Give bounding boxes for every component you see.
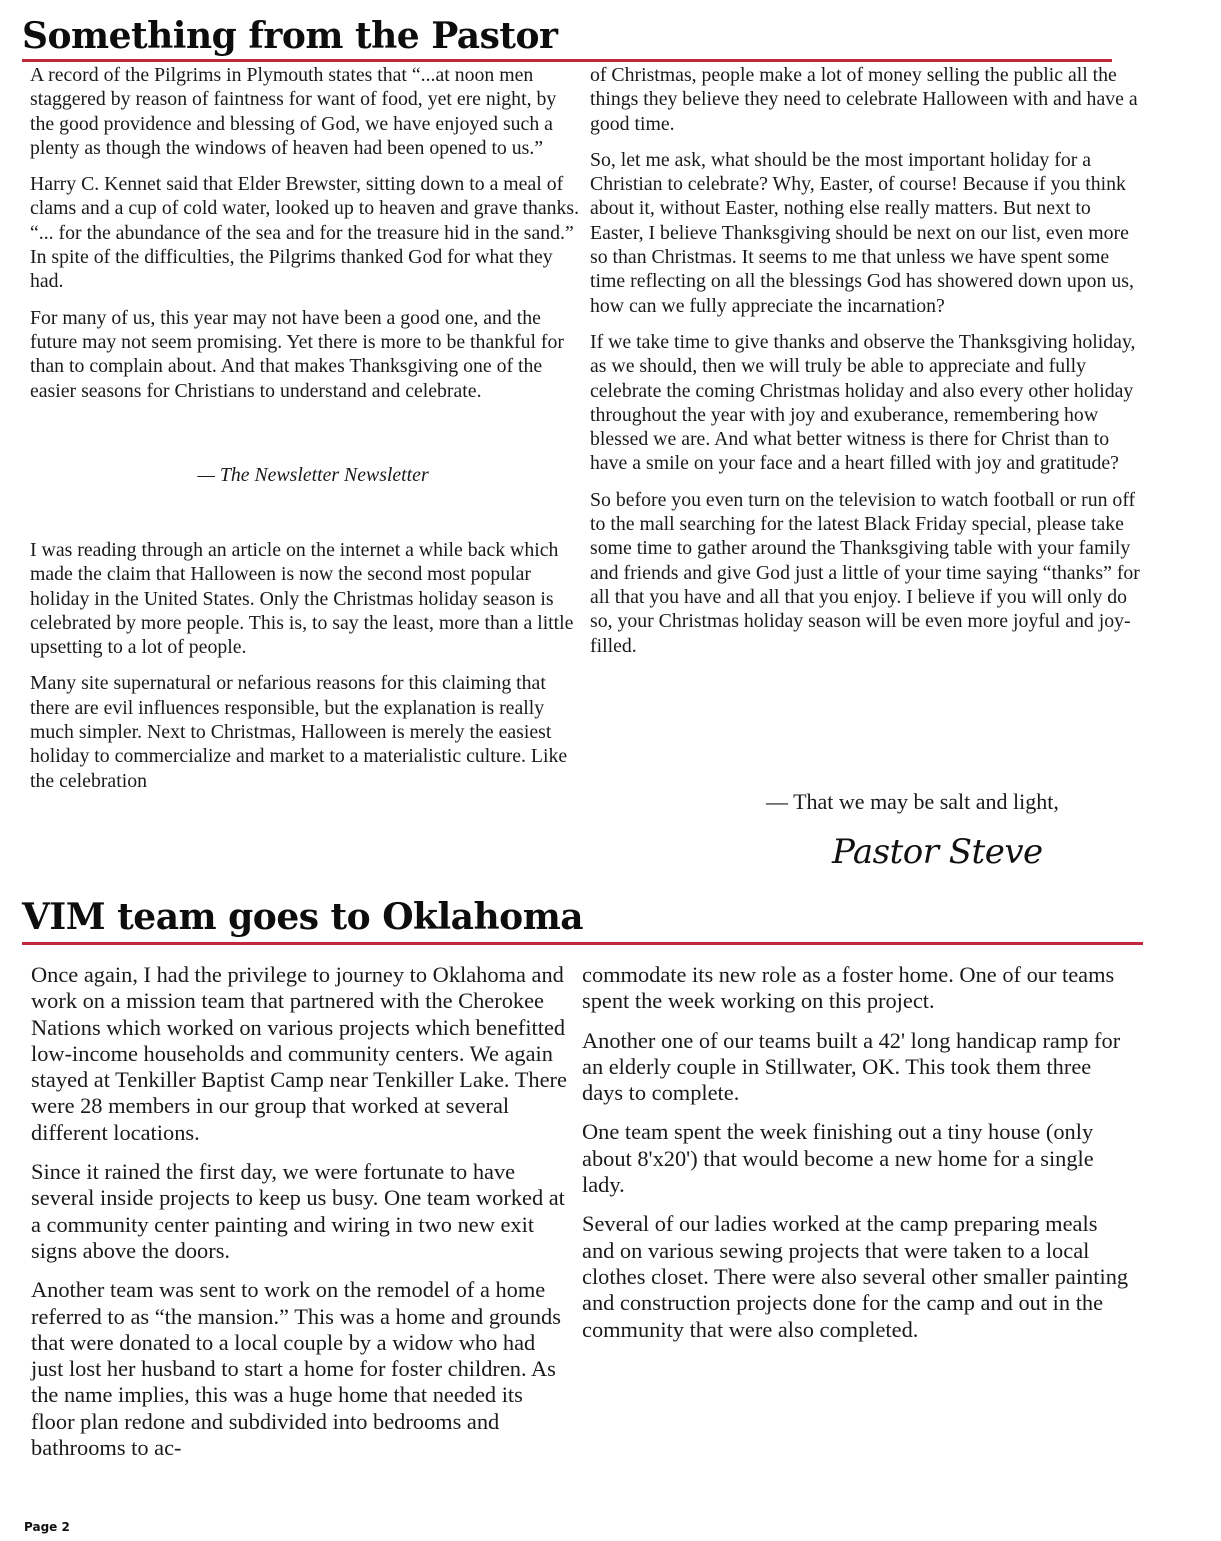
paragraph: of Christmas, people make a lot of money selling the public all the things they believe they need to celebrate Halloween with and have a good time. [590,64,1138,135]
closing-line: — That we may be salt and light, [766,789,1059,814]
paragraph: Once again, I had the privilege to journey to Oklahoma and work on a mission team that partnered with the Cherokee Nations which worked on various projects which benefitted low-income households and community centers. We again stayed at Tenkiller Baptist Camp near Tenkiller Lake. There were 28 members in our group that worked at several different locations. [31,962,567,1145]
pastor-column-left-top [30,63,580,415]
pastor-signature: Pastor Steve [832,832,1043,872]
paragraph: I was reading through an article on the internet a while back which made the claim that Halloween is now the second most popular holiday in the United States. Only the Christmas holiday season is celebrated by more people. This is, to say the least, more than a little upsetting to a lot of people. [30,539,574,659]
section-divider [22,942,1143,945]
paragraph: A record of the Pilgrims in Plymouth states that “...at noon men staggered by reason of faintness for want of food, yet ere night, by the good providence and blessing of God, we have enjoyed such a plenty as though the windows of heaven had been opened to us.” [30,64,557,159]
paragraph: Many site supernatural or nefarious reasons for this claiming that there are evil influences responsible, but the explanation is really much simpler. Next to Christmas, Halloween is merely the easiest holiday to commercialize and market to a materialistic culture. Like the celebration [30,672,568,792]
paragraph: Several of our ladies worked at the camp preparing meals and on various sewing projects that were taken to a local clothes closet. There were also several other smaller painting and construction projects done for the camp and out in the community that were also completed. [582,1211,1129,1342]
paragraph: Another one of our teams built a 42' long handicap ramp for an elderly couple in Stillwater, OK. This took them three days to complete. [582,1027,1121,1106]
pastor-column-left-bottom [30,538,580,805]
paragraph: Harry C. Kennet said that Elder Brewster, sitting down to a meal of clams and a cup of cold water, looked up to heaven and grave thanks. “... for the abundance of the sea and for the treasure hid in the sand.” In spite of the difficulties, the Pilgrims thanked God for what they had. [30,173,580,293]
paragraph: If we take time to give thanks and observe the Thanksgiving holiday, as we should, then we will truly be able to appreciate and fully celebrate the coming Christmas holiday and also every other holiday throughout the year with joy and exuberance, remembering how blessed we are. And what better witness is there for Christ than to have a smile on your face and a heart filled with joy and gratitude? [590,330,1136,475]
paragraph: Another team was sent to work on the remodel of a home referred to as “the mansion.” This was a home and grounds that were donated to a local couple by a widow who had just lost her husband to start a home for foster children. As the name implies, this was a huge home that needed its floor plan redone and subdivided into bedrooms and bathrooms to ac- [31,1277,561,1461]
section-title-vim: VIM team goes to Oklahoma [22,896,584,938]
paragraph: commodate its new role as a foster home. One of our teams spent the week working on this project. [582,962,1115,1014]
paragraph: One team spent the week finishing out a tiny house (only about 8'x20') that would become a new home for a single lady. [582,1119,1094,1198]
paragraph: Since it rained the first day, we were fortunate to have several inside projects to keep us busy. One team worked at a community center painting and wiring in two new exit signs above the doors. [31,1159,565,1263]
vim-column-left [31,962,571,1474]
paragraph: For many of us, this year may not have been a good one, and the future may not seem promising. Yet there is more to be thankful for than to complain about. And that makes Thanksgiving one of the easier seasons for Christians to understand and celebrate. [30,306,564,402]
pastor-column-right [590,63,1142,670]
section-divider [22,59,1112,62]
section-title-pastor: Something from the Pastor [22,15,558,57]
paragraph: So before you even turn on the television to watch football or run off to the mall searching for the latest Black Friday special, please take some time to gather around the Thanksgiving table with your family and friends and give God just a little of your time saying “thanks” for all that you have and all that you enjoy. I believe if you will only do so, your Christmas holiday season will be even more joyful and joy-filled. [590,488,1140,657]
article-attribution: — The Newsletter Newsletter [197,464,429,486]
paragraph: So, let me ask, what should be the most important holiday for a Christian to celebrate? Why, Easter, of course! Because if you think about it, without Easter, nothing else really matters. But next to Easter, I believe Thanksgiving should be next on our list, even more so than Christmas. It seems to me that unless we have spent some time reflecting on all the blessings God has showered down upon us, how can we fully appreciate the incarnation? [590,148,1134,317]
vim-column-right [582,962,1132,1356]
page-number: Page 2 [24,1520,70,1534]
